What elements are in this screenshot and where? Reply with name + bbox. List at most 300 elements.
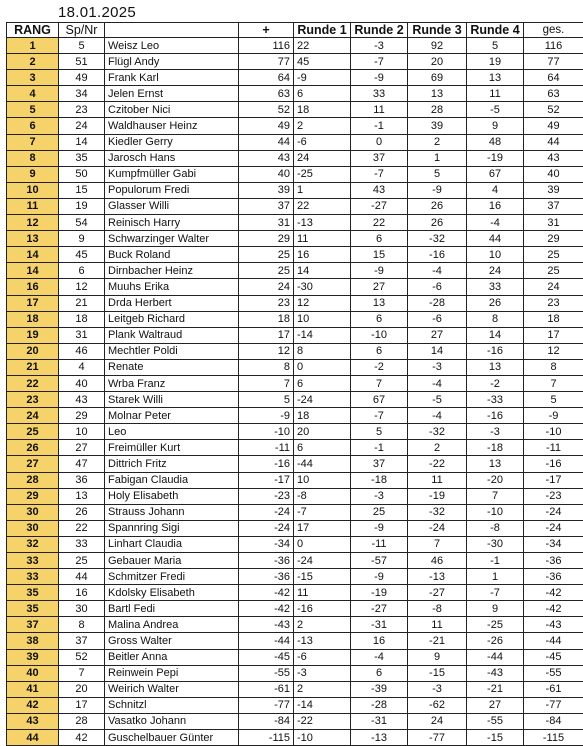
table-row — [7, 504, 583, 520]
table-row — [7, 279, 583, 295]
player-name-cell: Mechtler Poldi — [105, 343, 239, 359]
total-cell: 63 — [524, 86, 583, 102]
round-4-cell: -4 — [467, 215, 524, 231]
total-cell: -36 — [524, 553, 583, 569]
round-1-cell: 11 — [294, 585, 351, 601]
total-cell: -84 — [524, 713, 583, 729]
round-1-cell: 2 — [294, 118, 351, 134]
player-name-cell: Populorum Fredi — [105, 182, 239, 198]
header-rang: RANG — [7, 23, 59, 38]
rank-cell: 2 — [7, 54, 59, 70]
total-cell: 43 — [524, 150, 583, 166]
player-number-cell: 29 — [59, 408, 105, 424]
total-cell: 5 — [524, 392, 583, 408]
round-4-cell: -8 — [467, 520, 524, 536]
total-cell: 44 — [524, 134, 583, 150]
player-number-cell: 44 — [59, 569, 105, 585]
rank-cell: 9 — [7, 166, 59, 182]
round-2-cell: -3 — [351, 488, 408, 504]
player-name-cell: Spannring Sigi — [105, 520, 239, 536]
plus-cell: 116 — [239, 38, 294, 54]
round-1-cell: -8 — [294, 488, 351, 504]
total-cell: -34 — [524, 536, 583, 552]
round-3-cell: -24 — [408, 520, 467, 536]
round-4-cell: -3 — [467, 424, 524, 440]
plus-cell: -36 — [239, 569, 294, 585]
rank-cell: 35 — [7, 585, 59, 601]
player-name-cell: Gross Walter — [105, 633, 239, 649]
round-3-cell: 9 — [408, 649, 467, 665]
table-row — [7, 247, 583, 263]
table-row — [7, 408, 583, 424]
player-number-cell: 25 — [59, 553, 105, 569]
rank-cell: 42 — [7, 697, 59, 713]
total-cell: -55 — [524, 665, 583, 681]
round-2-cell: -13 — [351, 730, 408, 746]
header-runde-2: Runde 2 — [351, 23, 408, 38]
player-name-cell: Reinwein Pepi — [105, 665, 239, 681]
rank-cell: 41 — [7, 681, 59, 697]
round-4-cell: 26 — [467, 295, 524, 311]
total-cell: -42 — [524, 601, 583, 617]
round-4-cell: 19 — [467, 54, 524, 70]
plus-cell: -43 — [239, 617, 294, 633]
total-cell: -42 — [524, 585, 583, 601]
player-number-cell: 50 — [59, 166, 105, 182]
round-3-cell: -28 — [408, 295, 467, 311]
round-2-cell: 67 — [351, 392, 408, 408]
rank-cell: 43 — [7, 713, 59, 729]
plus-cell: 43 — [239, 150, 294, 166]
player-number-cell: 7 — [59, 665, 105, 681]
round-4-cell: 14 — [467, 327, 524, 343]
rank-cell: 16 — [7, 279, 59, 295]
table-row — [7, 617, 583, 633]
round-3-cell: -9 — [408, 182, 467, 198]
plus-cell: -24 — [239, 504, 294, 520]
round-4-cell: 44 — [467, 231, 524, 247]
round-1-cell: 10 — [294, 311, 351, 327]
round-4-cell: 5 — [467, 38, 524, 54]
round-2-cell: -9 — [351, 263, 408, 279]
round-2-cell: -10 — [351, 327, 408, 343]
player-name-cell: Gebauer Maria — [105, 553, 239, 569]
table-row — [7, 311, 583, 327]
round-3-cell: 26 — [408, 215, 467, 231]
table-body — [7, 38, 583, 746]
round-4-cell: -25 — [467, 617, 524, 633]
table-row — [7, 424, 583, 440]
player-name-cell: Reinisch Harry — [105, 215, 239, 231]
player-name-cell: Kdolsky Elisabeth — [105, 585, 239, 601]
table-row — [7, 649, 583, 665]
player-number-cell: 37 — [59, 633, 105, 649]
round-2-cell: 6 — [351, 311, 408, 327]
player-name-cell: Fabigan Claudia — [105, 472, 239, 488]
player-number-cell: 28 — [59, 713, 105, 729]
total-cell: 64 — [524, 70, 583, 86]
table-row — [7, 295, 583, 311]
rank-cell: 8 — [7, 150, 59, 166]
table-row — [7, 440, 583, 456]
table-row — [7, 585, 583, 601]
round-2-cell: -11 — [351, 536, 408, 552]
plus-cell: -23 — [239, 488, 294, 504]
round-3-cell: 11 — [408, 617, 467, 633]
player-number-cell: 43 — [59, 392, 105, 408]
player-name-cell: Leo — [105, 424, 239, 440]
player-name-cell: Starek Willi — [105, 392, 239, 408]
round-3-cell: -6 — [408, 279, 467, 295]
player-number-cell: 52 — [59, 649, 105, 665]
rank-cell: 11 — [7, 198, 59, 214]
plus-cell: 23 — [239, 295, 294, 311]
round-4-cell: 7 — [467, 488, 524, 504]
player-name-cell: Molnar Peter — [105, 408, 239, 424]
table-row — [7, 118, 583, 134]
table-row — [7, 681, 583, 697]
player-name-cell: Renate — [105, 359, 239, 375]
rank-cell: 28 — [7, 472, 59, 488]
round-2-cell: -7 — [351, 166, 408, 182]
player-name-cell: Dittrich Fritz — [105, 456, 239, 472]
total-cell: 25 — [524, 247, 583, 263]
round-3-cell: 2 — [408, 440, 467, 456]
sheet-date: 18.01.2025 — [58, 4, 136, 21]
total-cell: -77 — [524, 697, 583, 713]
player-name-cell: Freimüller Kurt — [105, 440, 239, 456]
round-4-cell: -18 — [467, 440, 524, 456]
round-2-cell: -1 — [351, 118, 408, 134]
player-name-cell: Dirnbacher Heinz — [105, 263, 239, 279]
player-name-cell: Glasser Willi — [105, 198, 239, 214]
player-number-cell: 31 — [59, 327, 105, 343]
round-2-cell: -18 — [351, 472, 408, 488]
player-number-cell: 17 — [59, 697, 105, 713]
round-4-cell: -44 — [467, 649, 524, 665]
round-1-cell: 11 — [294, 231, 351, 247]
round-3-cell: 27 — [408, 327, 467, 343]
round-1-cell: -24 — [294, 553, 351, 569]
plus-cell: -16 — [239, 456, 294, 472]
round-4-cell: 1 — [467, 569, 524, 585]
player-number-cell: 22 — [59, 520, 105, 536]
table-row — [7, 472, 583, 488]
total-cell: 116 — [524, 38, 583, 54]
rank-cell: 33 — [7, 569, 59, 585]
round-3-cell: -3 — [408, 681, 467, 697]
header-row — [7, 23, 583, 38]
round-2-cell: 6 — [351, 231, 408, 247]
round-2-cell: -31 — [351, 713, 408, 729]
plus-cell: -42 — [239, 585, 294, 601]
round-3-cell: -32 — [408, 231, 467, 247]
round-3-cell: -5 — [408, 392, 467, 408]
round-4-cell: 4 — [467, 182, 524, 198]
table-row — [7, 392, 583, 408]
rank-cell: 35 — [7, 601, 59, 617]
player-number-cell: 33 — [59, 536, 105, 552]
plus-cell: -36 — [239, 553, 294, 569]
round-1-cell: 45 — [294, 54, 351, 70]
round-2-cell: -31 — [351, 617, 408, 633]
player-number-cell: 12 — [59, 279, 105, 295]
player-number-cell: 27 — [59, 440, 105, 456]
total-cell: -23 — [524, 488, 583, 504]
header-spnr: Sp/Nr — [59, 23, 105, 38]
rank-cell: 19 — [7, 327, 59, 343]
round-4-cell: 13 — [467, 456, 524, 472]
round-3-cell: -4 — [408, 408, 467, 424]
table-row — [7, 54, 583, 70]
round-4-cell: -16 — [467, 408, 524, 424]
round-1-cell: -6 — [294, 649, 351, 665]
round-1-cell: 16 — [294, 247, 351, 263]
round-1-cell: 24 — [294, 150, 351, 166]
table-row — [7, 520, 583, 536]
rank-cell: 4 — [7, 86, 59, 102]
player-number-cell: 40 — [59, 375, 105, 391]
table-row — [7, 38, 583, 54]
rank-cell: 20 — [7, 343, 59, 359]
round-2-cell: -1 — [351, 440, 408, 456]
round-1-cell: -30 — [294, 279, 351, 295]
round-4-cell: -55 — [467, 713, 524, 729]
plus-cell: 12 — [239, 343, 294, 359]
player-name-cell: Vasatko Johann — [105, 713, 239, 729]
table-row — [7, 198, 583, 214]
round-2-cell: 6 — [351, 343, 408, 359]
plus-cell: -24 — [239, 520, 294, 536]
table-row — [7, 215, 583, 231]
round-3-cell: 92 — [408, 38, 467, 54]
round-4-cell: 24 — [467, 263, 524, 279]
rank-cell: 12 — [7, 215, 59, 231]
table-row — [7, 70, 583, 86]
round-3-cell: -19 — [408, 488, 467, 504]
plus-cell: 5 — [239, 392, 294, 408]
round-2-cell: -9 — [351, 569, 408, 585]
rank-cell: 37 — [7, 617, 59, 633]
rank-cell: 7 — [7, 134, 59, 150]
round-2-cell: -39 — [351, 681, 408, 697]
player-number-cell: 26 — [59, 504, 105, 520]
player-name-cell: Kumpfmüller Gabi — [105, 166, 239, 182]
round-1-cell: -10 — [294, 730, 351, 746]
round-4-cell: -15 — [467, 730, 524, 746]
player-name-cell: Buck Roland — [105, 247, 239, 263]
player-name-cell: Bartl Fedi — [105, 601, 239, 617]
round-2-cell: -19 — [351, 585, 408, 601]
plus-cell: 25 — [239, 263, 294, 279]
total-cell: -24 — [524, 520, 583, 536]
round-4-cell: -5 — [467, 102, 524, 118]
plus-cell: -45 — [239, 649, 294, 665]
round-1-cell: -15 — [294, 569, 351, 585]
round-2-cell: 16 — [351, 633, 408, 649]
player-name-cell: Drda Herbert — [105, 295, 239, 311]
table-row — [7, 231, 583, 247]
total-cell: 31 — [524, 215, 583, 231]
table-row — [7, 263, 583, 279]
player-number-cell: 18 — [59, 311, 105, 327]
table-row — [7, 343, 583, 359]
table-row — [7, 182, 583, 198]
round-3-cell: -21 — [408, 633, 467, 649]
rank-cell: 23 — [7, 392, 59, 408]
rank-cell: 10 — [7, 182, 59, 198]
player-number-cell: 14 — [59, 134, 105, 150]
round-2-cell: -2 — [351, 359, 408, 375]
rank-cell: 5 — [7, 102, 59, 118]
plus-cell: 49 — [239, 118, 294, 134]
round-2-cell: 25 — [351, 504, 408, 520]
rank-cell: 13 — [7, 231, 59, 247]
round-2-cell: -28 — [351, 697, 408, 713]
round-2-cell: 15 — [351, 247, 408, 263]
rank-cell: 24 — [7, 408, 59, 424]
total-cell: 8 — [524, 359, 583, 375]
total-cell: -43 — [524, 617, 583, 633]
round-2-cell: -9 — [351, 70, 408, 86]
player-name-cell: Guschelbauer Günter — [105, 730, 239, 746]
header-plus: + — [239, 23, 294, 38]
round-2-cell: -9 — [351, 520, 408, 536]
round-1-cell: 0 — [294, 536, 351, 552]
round-4-cell: 10 — [467, 247, 524, 263]
round-1-cell: 6 — [294, 375, 351, 391]
player-number-cell: 21 — [59, 295, 105, 311]
player-name-cell: Wrba Franz — [105, 375, 239, 391]
round-3-cell: -16 — [408, 247, 467, 263]
round-3-cell: -8 — [408, 601, 467, 617]
round-2-cell: 33 — [351, 86, 408, 102]
plus-cell: 7 — [239, 375, 294, 391]
player-number-cell: 15 — [59, 182, 105, 198]
player-number-cell: 47 — [59, 456, 105, 472]
round-3-cell: 24 — [408, 713, 467, 729]
table-row — [7, 134, 583, 150]
round-2-cell: 6 — [351, 665, 408, 681]
plus-cell: -77 — [239, 697, 294, 713]
round-1-cell: 17 — [294, 520, 351, 536]
total-cell: 37 — [524, 198, 583, 214]
round-2-cell: -3 — [351, 38, 408, 54]
plus-cell: 63 — [239, 86, 294, 102]
player-number-cell: 13 — [59, 488, 105, 504]
header-runde-1: Runde 1 — [294, 23, 351, 38]
player-name-cell: Malina Andrea — [105, 617, 239, 633]
player-number-cell: 45 — [59, 247, 105, 263]
table-row — [7, 553, 583, 569]
total-cell: -17 — [524, 472, 583, 488]
rank-cell: 27 — [7, 456, 59, 472]
table-row — [7, 633, 583, 649]
player-number-cell: 46 — [59, 343, 105, 359]
header-runde-4: Runde 4 — [467, 23, 524, 38]
total-cell: -36 — [524, 569, 583, 585]
round-2-cell: 5 — [351, 424, 408, 440]
total-cell: -115 — [524, 730, 583, 746]
round-3-cell: 13 — [408, 86, 467, 102]
round-3-cell: 5 — [408, 166, 467, 182]
round-1-cell: -7 — [294, 504, 351, 520]
round-1-cell: 2 — [294, 617, 351, 633]
round-1-cell: 18 — [294, 408, 351, 424]
player-number-cell: 51 — [59, 54, 105, 70]
player-name-cell: Muuhs Erika — [105, 279, 239, 295]
rank-cell: 26 — [7, 440, 59, 456]
round-1-cell: 22 — [294, 38, 351, 54]
table-row — [7, 697, 583, 713]
player-number-cell: 20 — [59, 681, 105, 697]
table-row — [7, 488, 583, 504]
round-4-cell: -2 — [467, 375, 524, 391]
round-4-cell: -10 — [467, 504, 524, 520]
round-1-cell: -24 — [294, 392, 351, 408]
table-row — [7, 601, 583, 617]
rank-cell: 30 — [7, 520, 59, 536]
round-1-cell: 14 — [294, 263, 351, 279]
total-cell: -61 — [524, 681, 583, 697]
total-cell: 49 — [524, 118, 583, 134]
round-1-cell: -22 — [294, 713, 351, 729]
table-row — [7, 730, 583, 746]
total-cell: -11 — [524, 440, 583, 456]
plus-cell: 24 — [239, 279, 294, 295]
plus-cell: -9 — [239, 408, 294, 424]
total-cell: 39 — [524, 182, 583, 198]
round-2-cell: 0 — [351, 134, 408, 150]
round-3-cell: 28 — [408, 102, 467, 118]
header-name — [105, 23, 239, 38]
plus-cell: 25 — [239, 247, 294, 263]
plus-cell: 44 — [239, 134, 294, 150]
round-1-cell: 6 — [294, 86, 351, 102]
round-1-cell: -14 — [294, 327, 351, 343]
player-number-cell: 8 — [59, 617, 105, 633]
round-3-cell: -4 — [408, 263, 467, 279]
round-2-cell: -7 — [351, 408, 408, 424]
rank-cell: 17 — [7, 295, 59, 311]
player-name-cell: Schmitzer Fredi — [105, 569, 239, 585]
rank-cell: 32 — [7, 536, 59, 552]
round-3-cell: 2 — [408, 134, 467, 150]
rank-cell: 39 — [7, 649, 59, 665]
total-cell: -44 — [524, 633, 583, 649]
total-cell: 40 — [524, 166, 583, 182]
total-cell: 52 — [524, 102, 583, 118]
player-name-cell: Czitober Nici — [105, 102, 239, 118]
total-cell: 25 — [524, 263, 583, 279]
player-name-cell: Kiedler Gerry — [105, 134, 239, 150]
player-name-cell: Weirich Walter — [105, 681, 239, 697]
round-1-cell: 20 — [294, 424, 351, 440]
player-number-cell: 23 — [59, 102, 105, 118]
player-name-cell: Flügl Andy — [105, 54, 239, 70]
player-number-cell: 4 — [59, 359, 105, 375]
rank-cell: 21 — [7, 359, 59, 375]
rank-cell: 44 — [7, 730, 59, 746]
plus-cell: 18 — [239, 311, 294, 327]
player-number-cell: 34 — [59, 86, 105, 102]
plus-cell: -10 — [239, 424, 294, 440]
table-row — [7, 536, 583, 552]
round-3-cell: -32 — [408, 424, 467, 440]
round-4-cell: 67 — [467, 166, 524, 182]
player-name-cell: Weisz Leo — [105, 38, 239, 54]
plus-cell: 40 — [239, 166, 294, 182]
